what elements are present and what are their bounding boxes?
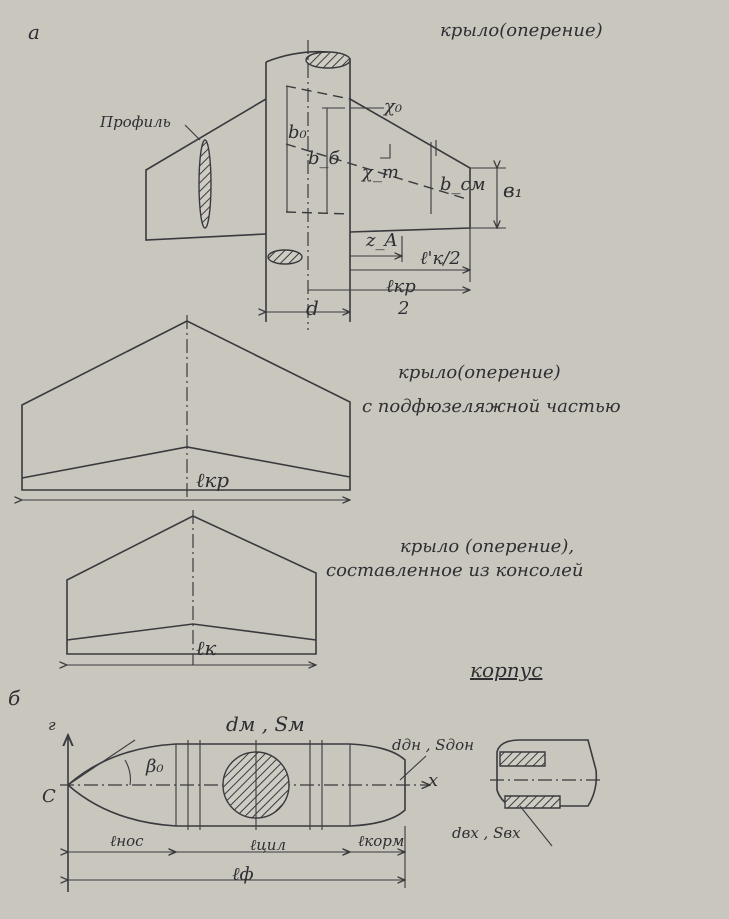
section-b-letter: б [8, 686, 21, 710]
bcm-label: b_см [440, 174, 486, 195]
wing-full-span-label: ℓкр [196, 468, 230, 492]
ddn-label: dдн , Sдон [392, 736, 474, 754]
lkp2-numerator: ℓкр [386, 276, 416, 297]
dm-sm-label: dм , Sм [226, 712, 305, 736]
profile-label: Профиль [100, 113, 171, 131]
lkp2-denominator: 2 [398, 298, 410, 319]
lkorm-label: ℓкорм [358, 832, 405, 850]
lnos-label: ℓнос [110, 832, 144, 850]
wing-console-span-label: ℓк [196, 636, 217, 660]
d-label: d [306, 296, 319, 320]
chi-m-label: χ_m [362, 162, 399, 183]
dvx-label: dвх , Sвх [452, 824, 521, 842]
beta0-label: β₀ [146, 756, 164, 777]
section-a-letter: а [28, 20, 40, 44]
section-b-drawing [60, 735, 600, 892]
wing-console-title-1: крыло (оперение), [400, 536, 575, 557]
za-label: z_A [366, 230, 398, 251]
wing-console-title-2: составленное из консолей [326, 560, 584, 581]
origin-label: С [42, 786, 56, 807]
bb-label: b_б [308, 148, 340, 169]
fuselage-top-section [306, 52, 350, 68]
wing-full-drawing [22, 315, 350, 500]
lk2-label: ℓ'к/2 [420, 248, 461, 269]
wing-console-trailing-edge [67, 624, 316, 640]
wing-full-trailing-edge [22, 447, 350, 478]
x-axis-label: х [428, 770, 439, 791]
section-a-title: крыло(оперение) [440, 20, 603, 41]
b1-label: в₁ [503, 178, 523, 202]
section-b-title: корпус [470, 658, 543, 682]
wing-console-outline [67, 516, 316, 654]
b0-label: b₀ [288, 122, 307, 143]
root-leading-edge-dashed [286, 86, 350, 99]
chi0-label: χ₀ [384, 96, 403, 117]
fuselage-mid-section [268, 250, 302, 264]
wing-console-drawing [67, 510, 316, 665]
wing-full-title-2: с подфюзеляжной частью [362, 396, 621, 417]
wing-profile [199, 140, 211, 228]
wing-full-outline [22, 321, 350, 490]
lcyl-label: ℓцил [250, 836, 286, 854]
lf-label: ℓф [232, 864, 254, 885]
wing-full-title-1: крыло(оперение) [398, 362, 561, 383]
y-axis-label: г [48, 716, 56, 734]
